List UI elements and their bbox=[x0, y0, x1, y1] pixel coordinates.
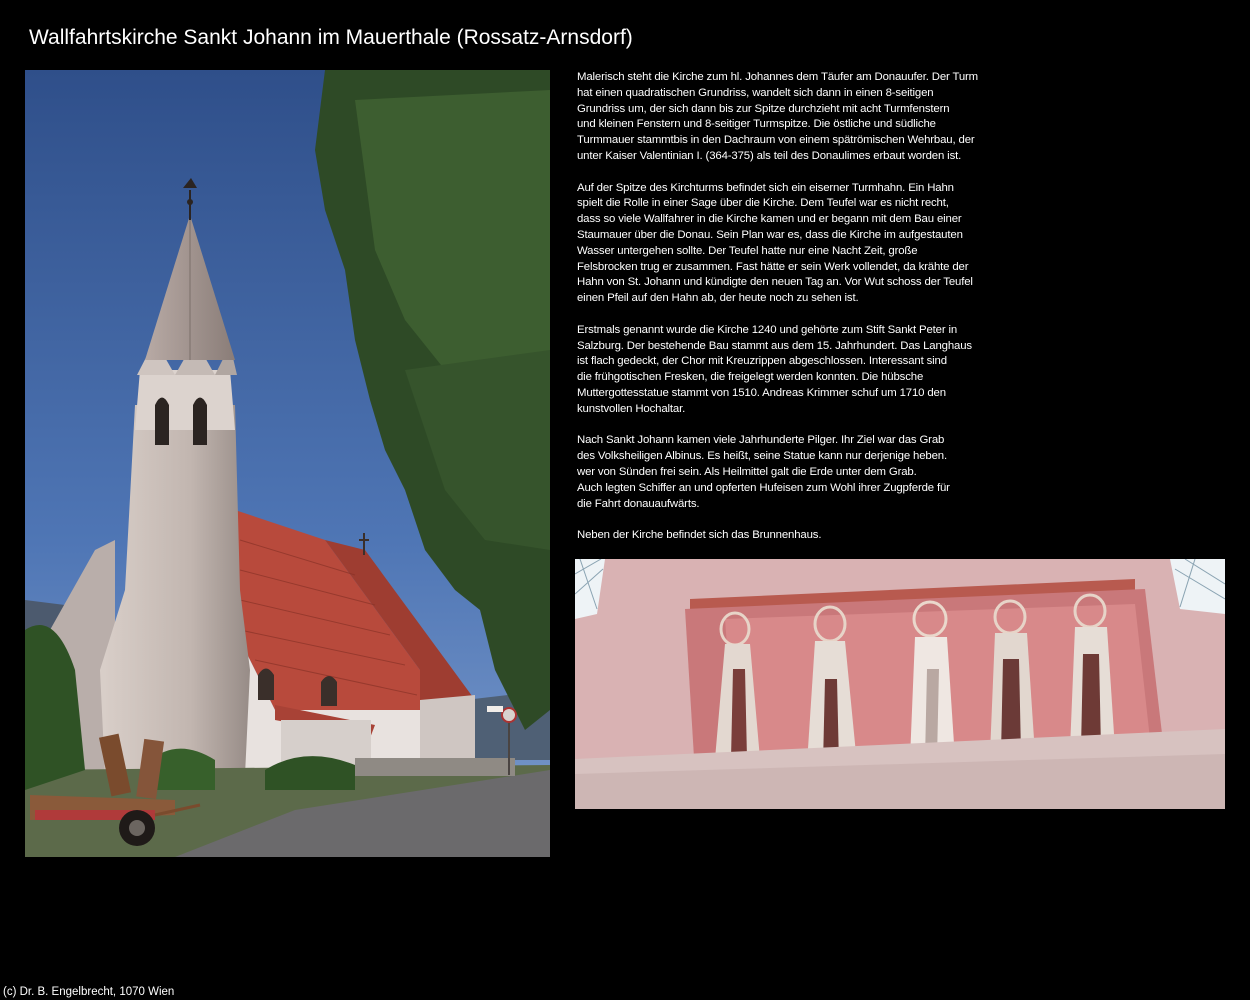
paragraph-pilgrims: Nach Sankt Johann kamen viele Jahrhunderte Pilger. Ihr Ziel war das Grab des Volksheiligen Albinus. Es heißt, seine Statue kann nur derjenige heben. wer von Sünden frei sein. Als Heilmittel galt die Erde unter dem Grab. Auch legten Schiffer an und opferten Hufeisen zum Wohl ihrer Zugpferde für die Fahrt donauaufwärts. bbox=[577, 434, 950, 510]
page-title: Wallfahrtskirche Sankt Johann im Mauerthale (Rossatz-Arnsdorf) bbox=[29, 26, 633, 49]
church-photo bbox=[25, 70, 550, 857]
paragraph-brunnenhaus: Neben der Kirche befindet sich das Brunnenhaus. bbox=[577, 529, 822, 542]
paragraph-tower: Malerisch steht die Kirche zum hl. Johannes dem Täufer am Donauufer. Der Turm hat einen quadratischen Grundriss, wandelt sich dann in einen 8-seitigen Grundriss um, der sich dann bis zur Spitze durchzieht mit acht Turmfenstern und kleinen Fenstern und 8-seitiger Turmspitze. Die östliche und südliche Turmmauer stammtbis in den Dachraum von einem spätrömischen Wehrbau, der unter Kaiser Valentinian I. (364-375) als teil des Donaulimes erbaut worden ist. bbox=[577, 71, 979, 162]
copyright-footer: (c) Dr. B. Engelbrecht, 1070 Wien bbox=[3, 986, 175, 998]
paragraph-history: Erstmals genannt wurde die Kirche 1240 und gehörte zum Stift Sankt Peter in Salzburg. Der bestehende Bau stammt aus dem 15. Jahrhundert. Das Langhaus ist flach gedeckt, der Chor mit Kreuzrippen abgeschlossen. Interessant sind die frühgotischen Fresken, die freigelegt werden konnten. Die hübsche Muttergottesstatue stammt von 1510. Andreas Krimmer schuf um 1710 den kunstvollen Hochaltar. bbox=[577, 323, 972, 415]
description-text bbox=[577, 70, 1027, 560]
fresco-photo bbox=[575, 559, 1225, 809]
paragraph-legend: Auf der Spitze des Kirchturms befindet sich ein eiserner Turmhahn. Ein Hahn spielt die Rolle in einer Sage über die Kirche. Dem Teufel war es nicht recht, dass so viele Wallfahrer in die Kirche kamen und er begann mit dem Bau einer Staumauer über die Donau. Sein Plan war es, dass die Kirche im aufgestauten Wasser untergehen sollte. Der Teufel hatte nur eine Nacht Zeit, große Felsbrocken trug er zusammen. Fast hätte er sein Werk vollendet, da krähte der Hahn von St. Johann und kündigte den neuen Tag an. Vor Wut schoss der Teufel einen Pfeil auf den Hahn ab, der heute noch zu sehen ist. bbox=[577, 181, 973, 305]
